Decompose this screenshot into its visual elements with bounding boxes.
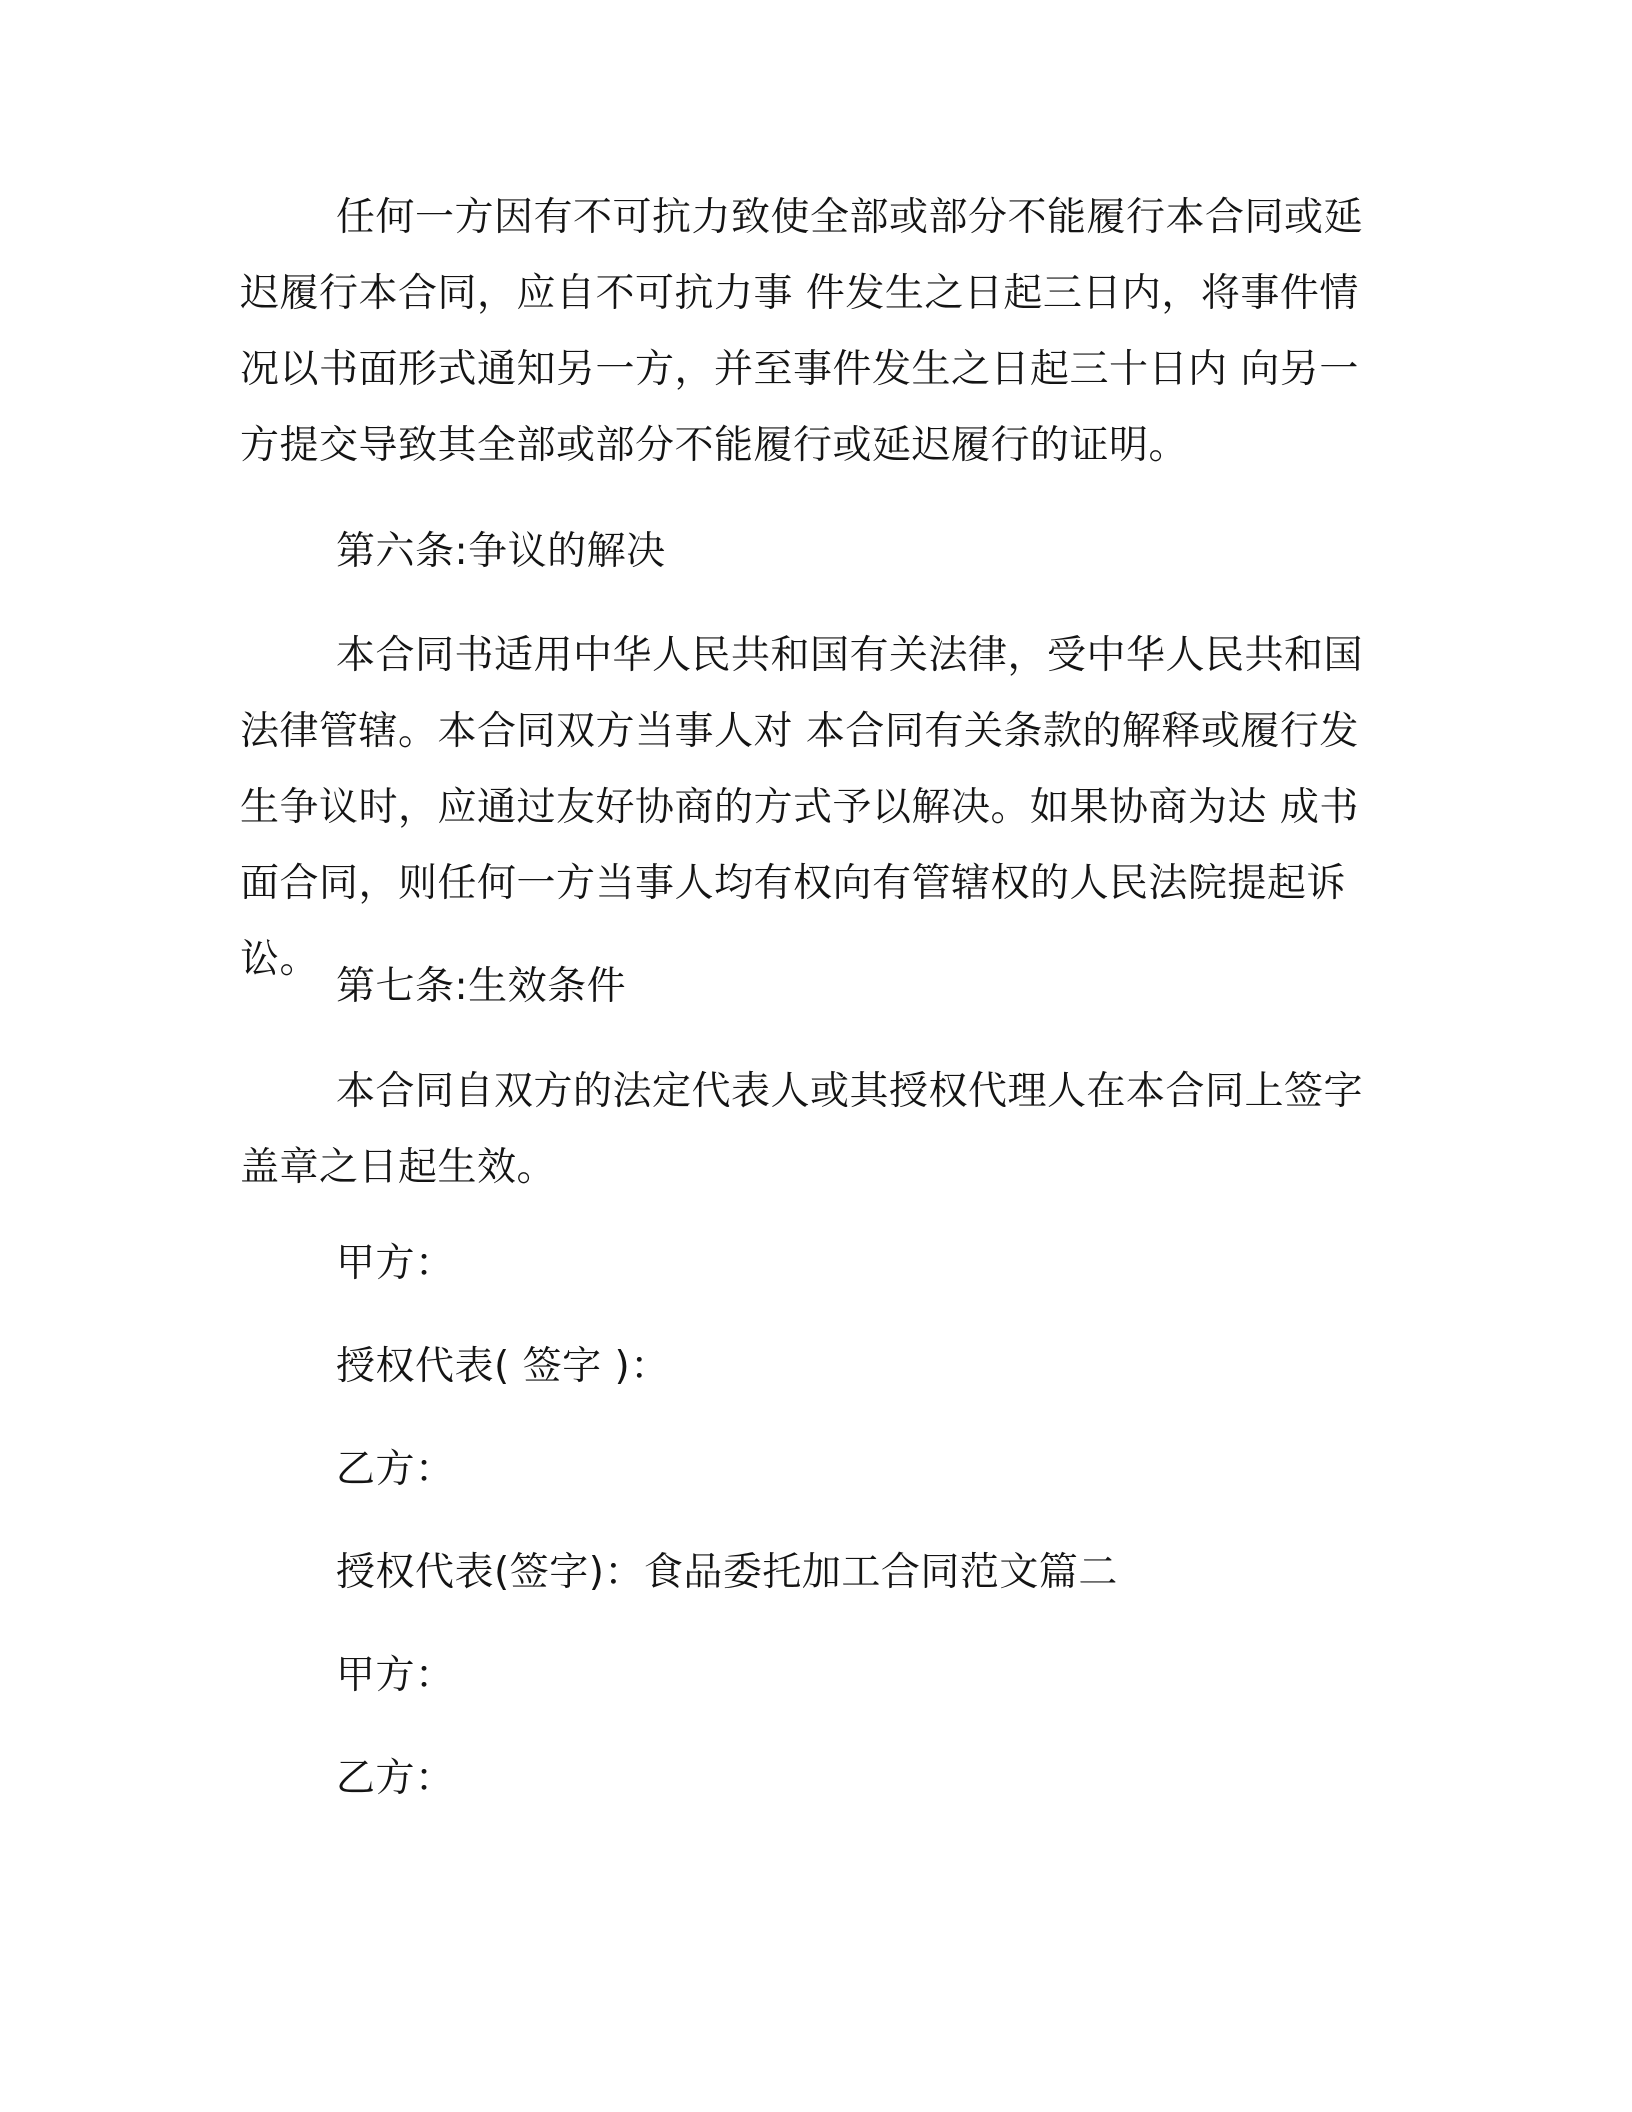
party-b-representative-label: 授权代表(签字)：食品委托加工合同范文篇二 xyxy=(336,1550,1118,1595)
party-a-label: 甲方： xyxy=(336,1241,455,1286)
article-7-heading: 第七条:生效条件 xyxy=(336,964,627,1009)
party-a-label-second: 甲方： xyxy=(336,1653,455,1698)
effectiveness-paragraph: 本合同自双方的法定代表人或其授权代理人在本合同上签字盖章之日起生效。 xyxy=(240,1069,1364,1190)
party-b-label-second: 乙方： xyxy=(336,1756,455,1801)
party-a-representative-label: 授权代表( 签字 )： xyxy=(336,1344,670,1389)
article-6-heading: 第六条:争议的解决 xyxy=(336,529,666,574)
party-b-label: 乙方： xyxy=(336,1447,455,1492)
dispute-resolution-paragraph: 本合同书适用中华人民共和国有关法律，受中华人民共和国法律管辖。本合同双方当事人对 本合同有关条款的解释或履行发生争议时，应通过友好协商的方式予以解决。如果协商为达 成书面合同，则任何一方当事人均有权向有管辖权的人民法院提起诉讼。 xyxy=(240,633,1364,982)
force-majeure-paragraph: 任何一方因有不可抗力致使全部或部分不能履行本合同或延迟履行本合同，应自不可抗力事 件发生之日起三日内，将事件情况以书面形式通知另一方，并至事件发生之日起三十日内 向另一方提交导致其全部或部分不能履行或延迟履行的证明。 xyxy=(240,195,1364,468)
